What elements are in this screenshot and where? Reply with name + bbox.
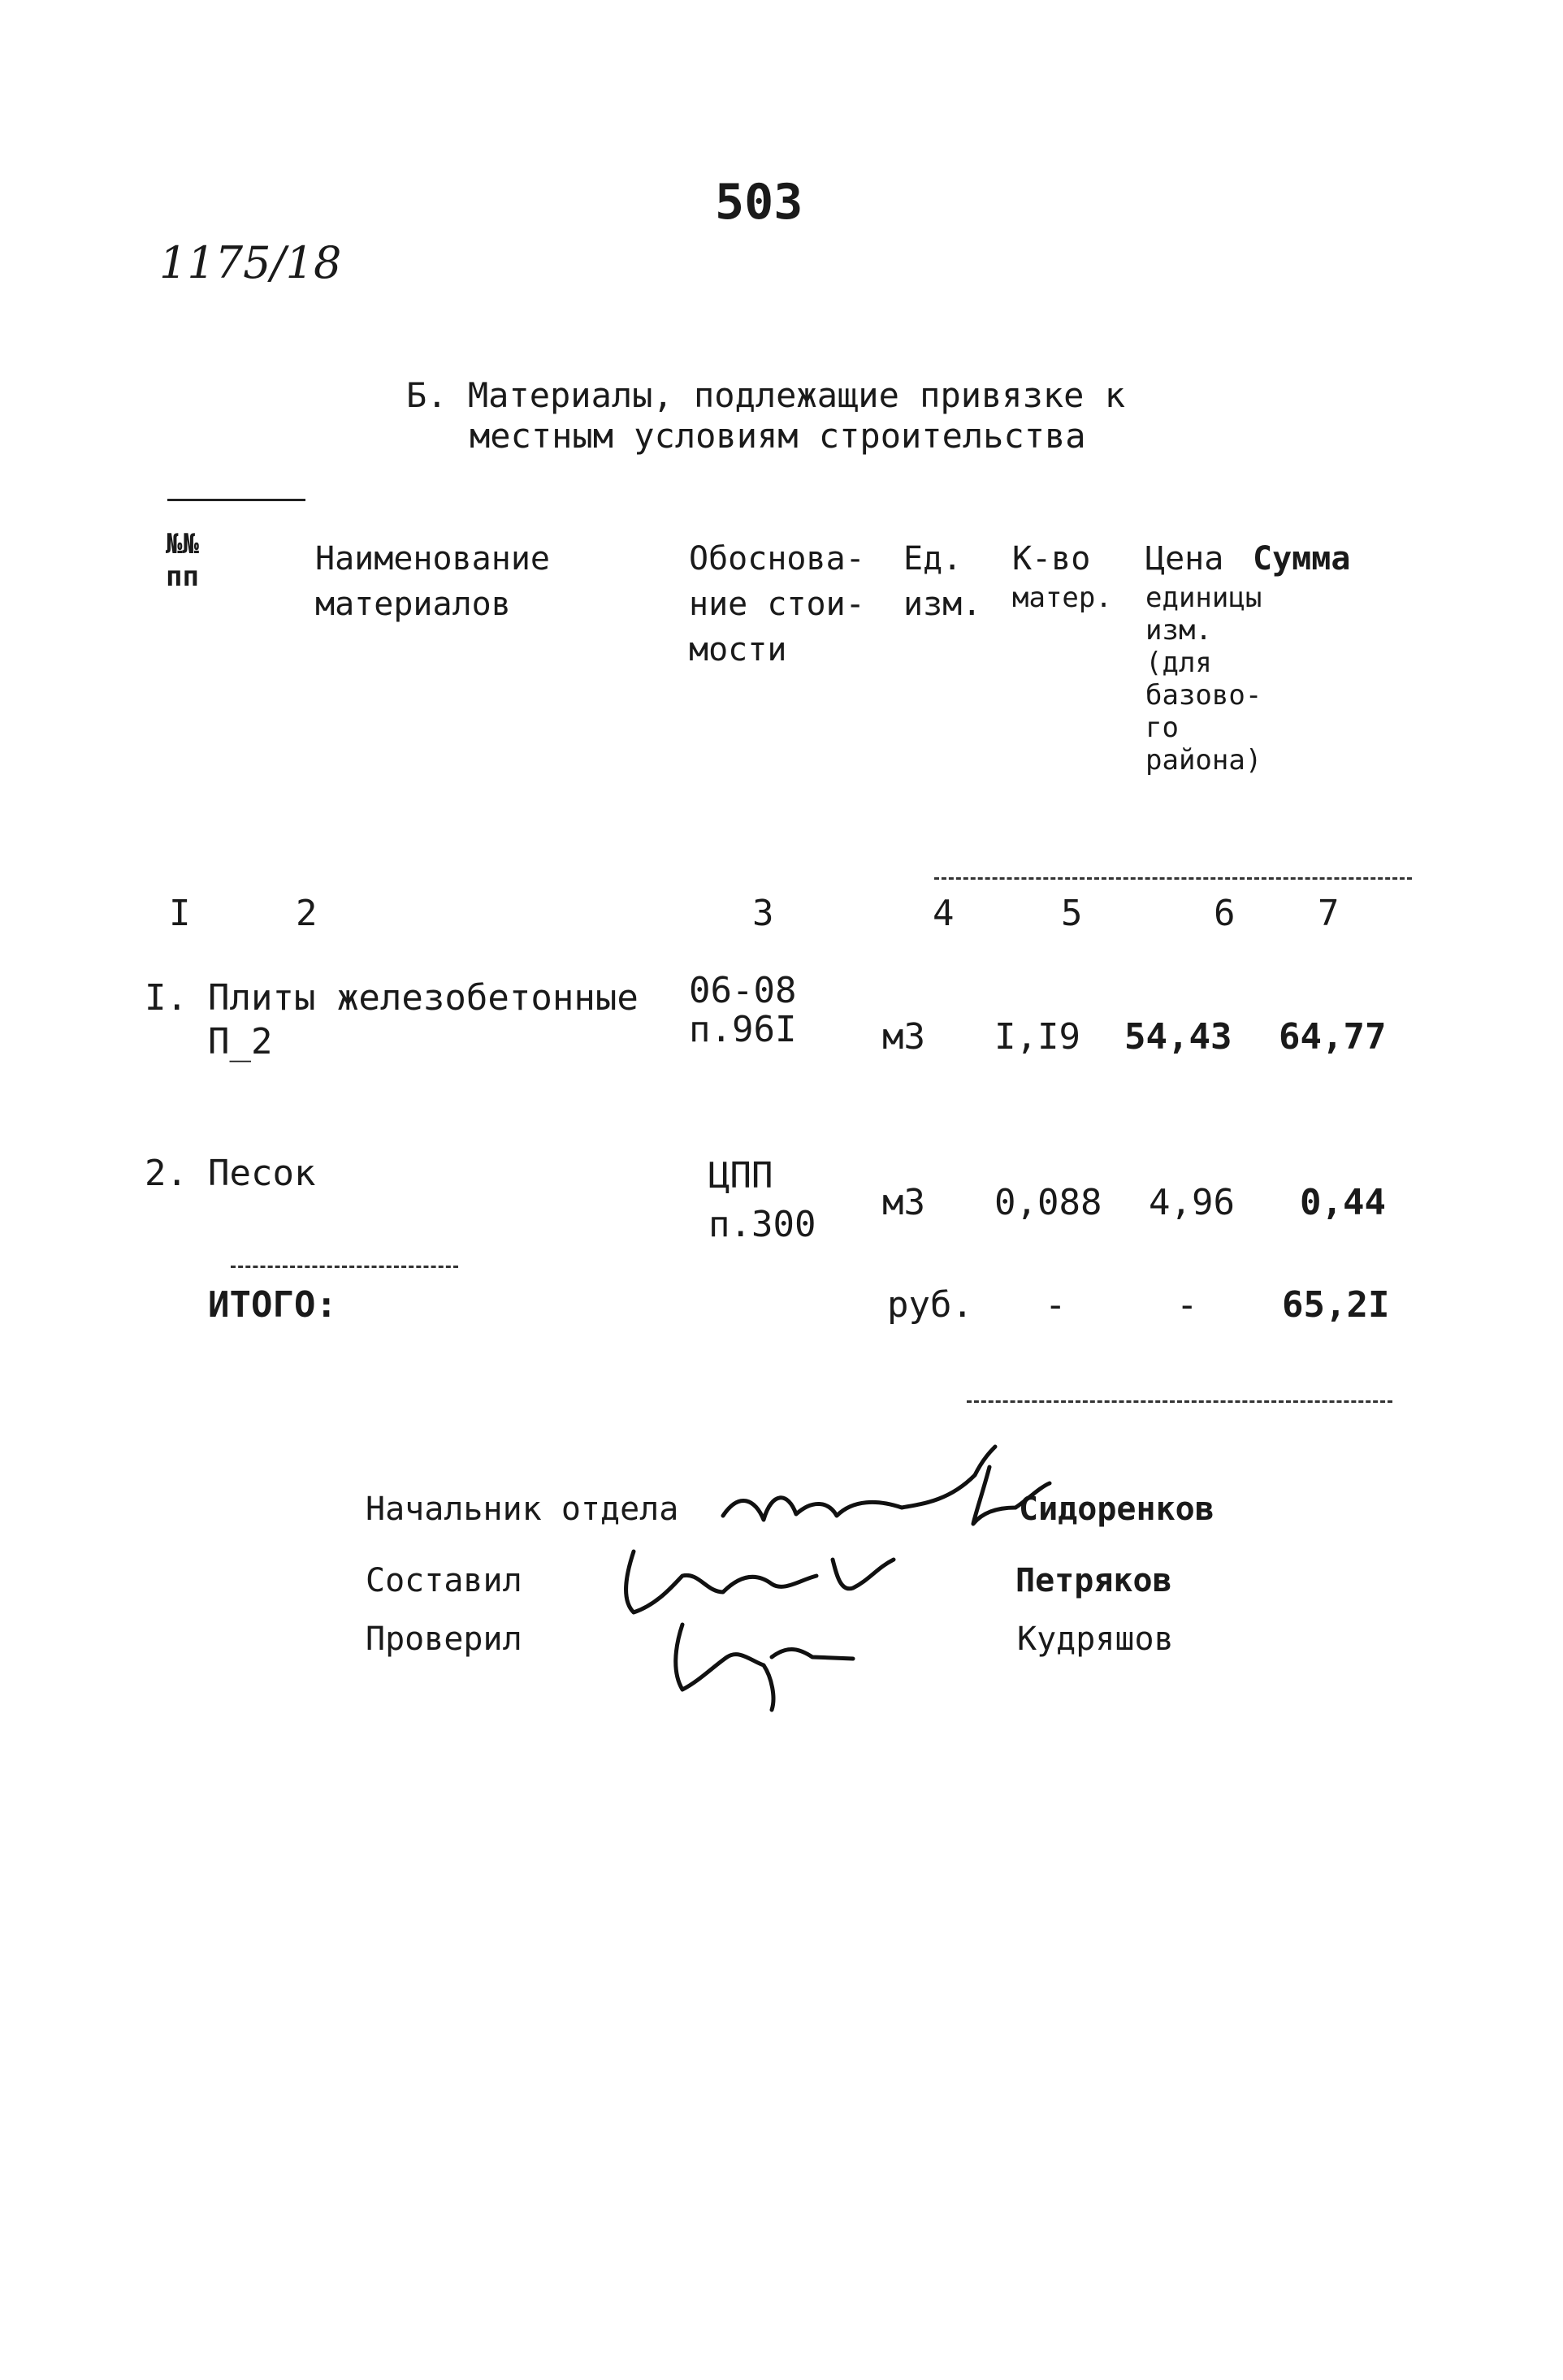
signature-name-1: Сидоренков [1019,1491,1214,1528]
header-unit: Ед. изм. [903,540,982,623]
signature-role-1: Начальник отдела [366,1491,679,1528]
header-num: №№ пп [166,528,199,593]
row-2-qty: 0,088 [994,1182,1102,1223]
header-sum: Сумма [1253,540,1351,578]
row-1-unit: м3 [882,1016,925,1058]
signature-name-3: Кудряшов [1017,1621,1174,1658]
handwritten-signature-3 [650,1608,861,1714]
signature-name-2: Петряков [1015,1562,1172,1599]
row-2-name: Песок [208,1153,316,1194]
header-price: Цена единицы изм. (для базово- го района) [1145,540,1262,777]
total-label: ИТОГО: [208,1284,337,1326]
header-basis: Обоснова- ние стои- мости [689,540,865,669]
row-1-basis: 06-08 п.96I [689,970,797,1050]
colnum-3: 3 [752,893,774,934]
total-sum: 65,2I [1282,1284,1390,1326]
row-2-num: 2. [145,1153,188,1194]
total-price: - [1176,1284,1198,1326]
header-qty: К-во матер. [1012,540,1112,614]
table-bottom-rule [967,1400,1392,1403]
total-unit: руб. [887,1284,973,1326]
row-2-unit: м3 [882,1182,925,1223]
total-qty: - [1045,1284,1067,1326]
colnum-7: 7 [1318,893,1340,934]
row-1-name: Плиты железобетонные П_2 [208,977,639,1062]
header-top-rule [167,499,305,501]
row-1-sum: 64,77 [1279,1016,1387,1058]
archive-mark: 1175/18 [159,237,342,288]
section-heading-line-1: Б. Материалы, подлежащие привязке к [406,375,1126,415]
handwritten-signature-1 [715,1443,1056,1540]
total-top-rule [231,1266,458,1268]
row-2-price: 4,96 [1149,1182,1235,1223]
signature-role-3: Проверил [366,1621,522,1658]
colnum-1: I [169,893,191,934]
row-2-basis: ЦПП п.300 [708,1155,816,1245]
row-1-price: 54,43 [1124,1016,1232,1058]
section-heading-line-2: местным условиям строительства [470,416,1086,456]
colnum-4: 4 [933,893,955,934]
row-2-sum: 0,44 [1300,1182,1386,1223]
row-1-num: I. [145,977,188,1019]
header-name: Наименование материалов [315,540,550,623]
colnum-2: 2 [296,893,318,934]
row-1-qty: I,I9 [994,1016,1080,1058]
colnum-5: 5 [1061,893,1083,934]
colnum-6: 6 [1214,893,1236,934]
signature-role-2: Составил [366,1562,522,1599]
header-bottom-rule [934,877,1412,880]
page-number: 503 [715,174,803,231]
